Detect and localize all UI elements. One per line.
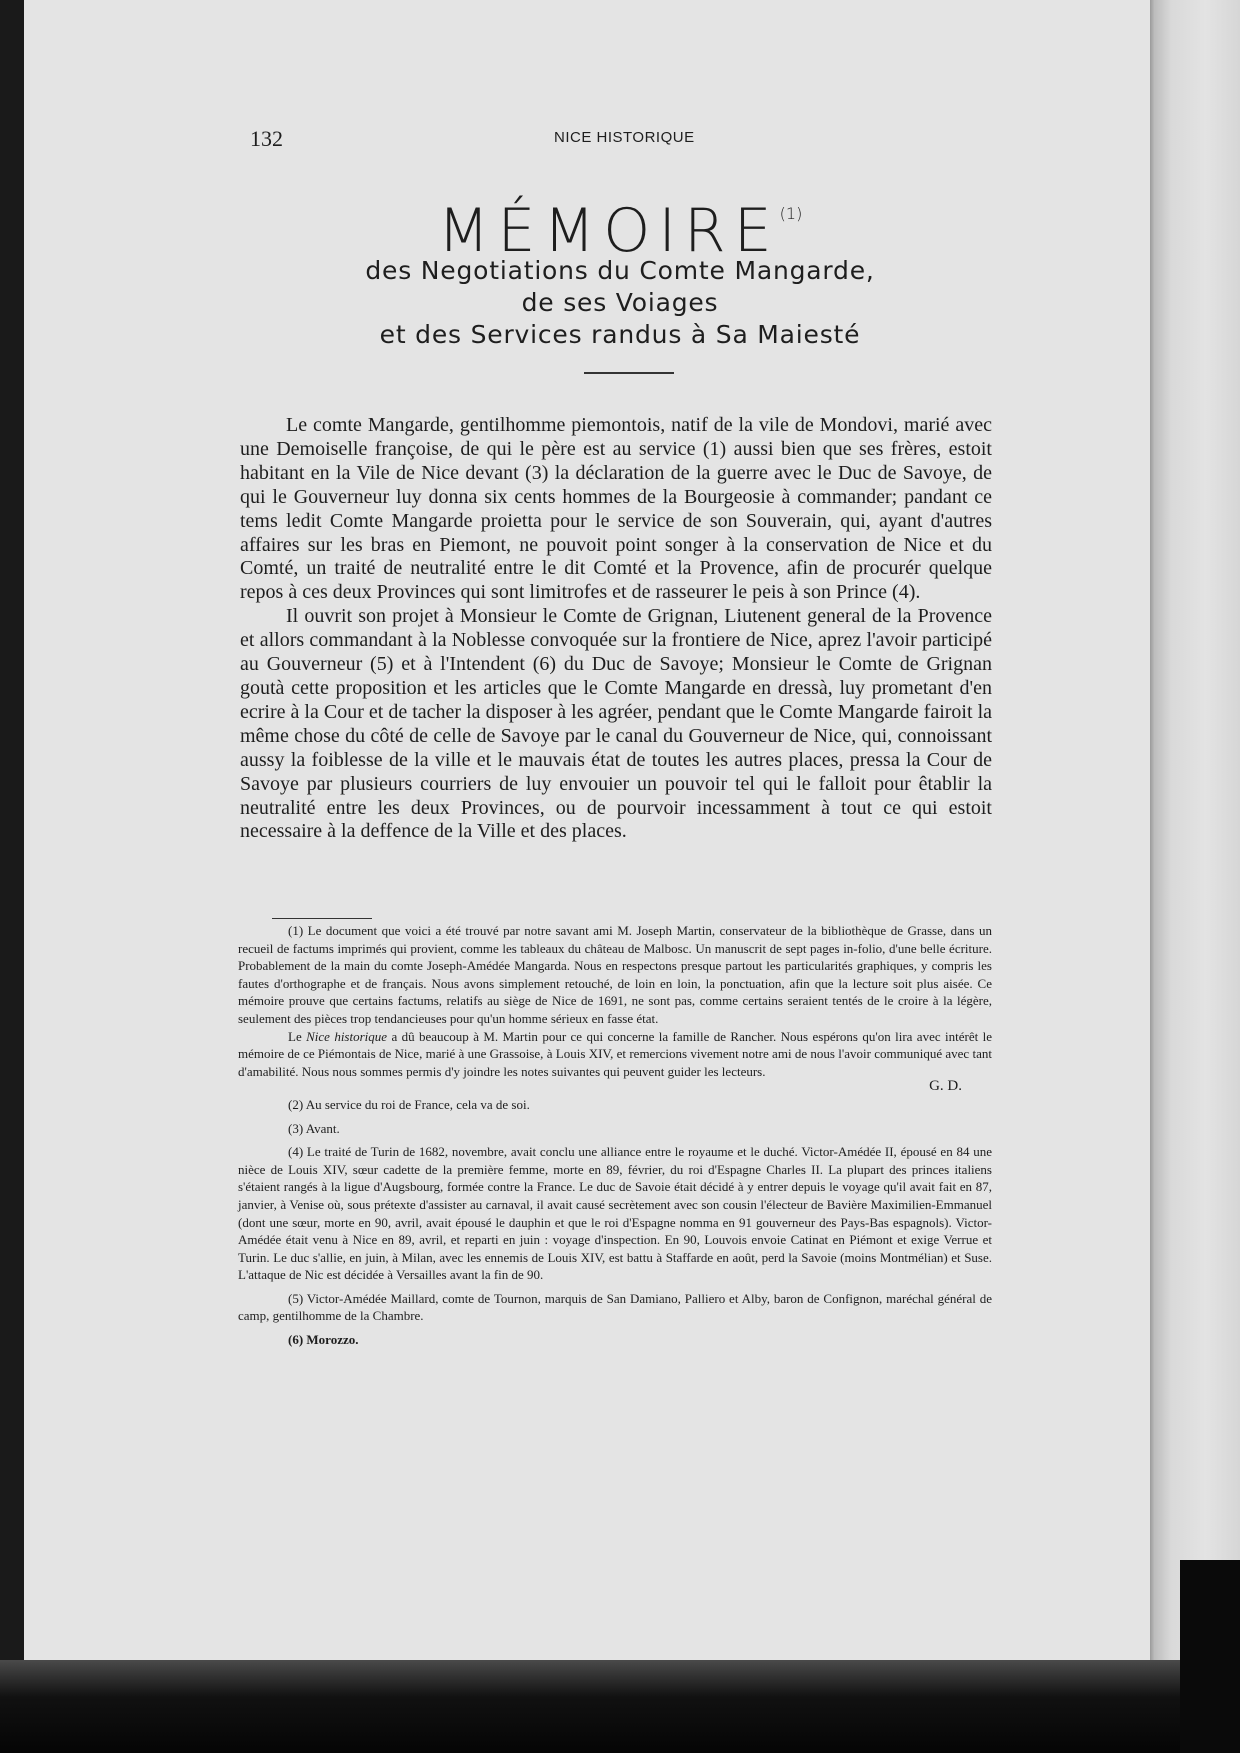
footnote-1b (238, 1028, 992, 1081)
footnotes (238, 922, 992, 1349)
footnote-1b-journal: Nice historique (306, 1028, 388, 1044)
body-paragraph-2: Il ouvrit son projet à Monsieur le Comte de Grignan, Liutenent general de la Provence et allors commandant à la Noblesse convoquée sur la frontiere de Nice, aprez l'avoir participé au Gouverneur (5) et à l'Intendent (6) du Duc de Savoye; Monsieur le Comte de Grignan goutà cette proposition et les articles que le Comte Mangarde en dressà, luy prometant d'en ecrire à la Cour et de tacher la disposer à les agréer, pendant que le Comte Mangarde fairoit la même chose du côté de celle de Savoye par le canal du Gouverneur de Nice, qui, connoissant aussy la foiblesse de la ville et le mauvais état de toutes les autres places, pressa la Cour de Savoye par plusieurs courriers de luy envouier un pouvoir tel qui le falloit pour êtablir la neutralité entre les deux Provinces, ou de pourvoir incessamment à tout ce qui estoit necessaire à la deffence de la Ville et des places. (240, 605, 992, 843)
footnotes-rule (272, 918, 372, 919)
footnote-1b-prefix: Le (288, 1028, 307, 1044)
footnote-1a: (1) Le document que voici a été trouvé par notre savant ami M. Joseph Martin, conservateur de la bibliothèque de Grasse, dans un recueil de factums imprimés qui provient, comme les tableaux du château de Malbosc. Un manuscrit de sept pages in-folio, d'une belle écriture. Probablement de la main du comte Joseph-Amédée Mangarda. Nous en respectons presque partout les particularités graphiques, y compris les fautes d'orthographe et de français. Nous avons simplement retouché, de loin en loin, la ponctuation, afin que la lecture soit plus aisée. Ce mémoire prouve que certains factums, relatifs au siège de Nice de 1691, ne sont pas, comme certains seraient tentés de le croire à la légère, seulement des pièces trop tendancieuses pour qu'un homme sérieux en fasse état. (238, 923, 992, 1026)
footnote-signature: G. D. (929, 1078, 962, 1095)
footnote-3: (3) Avant. (288, 1120, 340, 1136)
footnote-6: (6) Morozzo. (288, 1332, 359, 1348)
title-footnote-marker: (1) (779, 204, 803, 223)
footnote-2: (2) Au service du roi de France, cela va de soi. (288, 1096, 530, 1112)
title-rule (584, 372, 674, 374)
running-title: NICE HISTORIQUE (554, 129, 695, 146)
subtitle-line-3: et des Services randus à Sa Maiesté (379, 320, 861, 349)
scanner-shadow-corner (1180, 1560, 1240, 1753)
footnote-4: (4) Le traité de Turin de 1682, novembre, avait conclu une alliance entre le royaume et le duché. Victor-Amédée II, épousé en 84 une nièce de Louis XIV, sœur cadette de la première femme, morte en 89, février, du roi d'Espagne Charles II. La plupart des princes italiens s'étaient rangés à la ligue d'Augsbourg, formée contre la France. Le duc de Savoie était décidé à y entrer depuis le voyage qu'il avait fait en 87, janvier, à Venise où, sous prétexte d'assister au carnaval, il avait causé secrètement avec son cousin l'électeur de Bavière Maximilien-Emmanuel (dont une sœur, morte en 90, avril, avait épousé le dauphin et que le roi d'Espagne nomma en 91 gouverneur des Pays-Bas espagnols). Victor-Amédée était venu à Nice en 89, avril, et reparti en juin : voyage d'inspection. En 90, Louvois envoie Catinat en Piémont et exige Verrue et Turin. Le duc s'allie, en juin, à Milan, avec les ennemis de Louis XIV, est battu à Staffarde en août, perd la Savoie (moins Montmélian) et Suse. L'attaque de Nic est décidée à Versailles avant la fin de 90. (238, 1144, 992, 1283)
body-paragraph-1: Le comte Mangarde, gentilhomme piemontois, natif de la vile de Mondovi, marié avec une Demoiselle françoise, de qui le père est au service (1) aussi bien que ses frères, estoit habitant en la Vile de Nice devant (3) la déclaration de la guerre avec le Duc de Savoye, de qui le Gouverneur luy donna six cents hommes de la Bourgeosie à commander; pandant ce tems ledit Comte Mangarde proietta pour le service de son Souverain, qui, ayant d'autres affaires sur les bras en Piemont, ne pouvoit point songer à la conservation de Nice et du Comté, un traité de neutralité entre le dit Comté et la Provence, afin de procurér quelque repos à ces deux Provinces qui sont limitrofes et de rasseurer le peis à son Prince (4). (240, 414, 992, 604)
title-main: MÉMOIRE (437, 196, 780, 266)
footnote-1b-rest: a dû beaucoup à M. Martin pour ce qui concerne la famille de Rancher. Nous espérons qu'on lira avec intérêt le mémoire de ce Piémontais de Nice, marié à une Grassoise, à Louis XIV, et remercions vivement notre ami de nous l'avoir communiqué avec tant d'amabilité. Nous nous sommes permis d'y joindre les notes suivantes qui peuvent guider les lecteurs. (238, 1028, 992, 1079)
page-header (250, 126, 950, 156)
footnote-5: (5) Victor-Amédée Maillard, comte de Tournon, marquis de San Damiano, Palliero et Alby, baron de Confignon, maréchal général de camp, gentilhomme de la Chambre. (238, 1290, 992, 1324)
subtitle-line-1: des Negotiations du Comte Mangarde, (365, 256, 875, 285)
subtitle-line-2: de ses Voiages (521, 288, 719, 317)
body-text (240, 414, 992, 844)
scanner-shadow (0, 1660, 1240, 1753)
page-number: 132 (250, 126, 283, 151)
